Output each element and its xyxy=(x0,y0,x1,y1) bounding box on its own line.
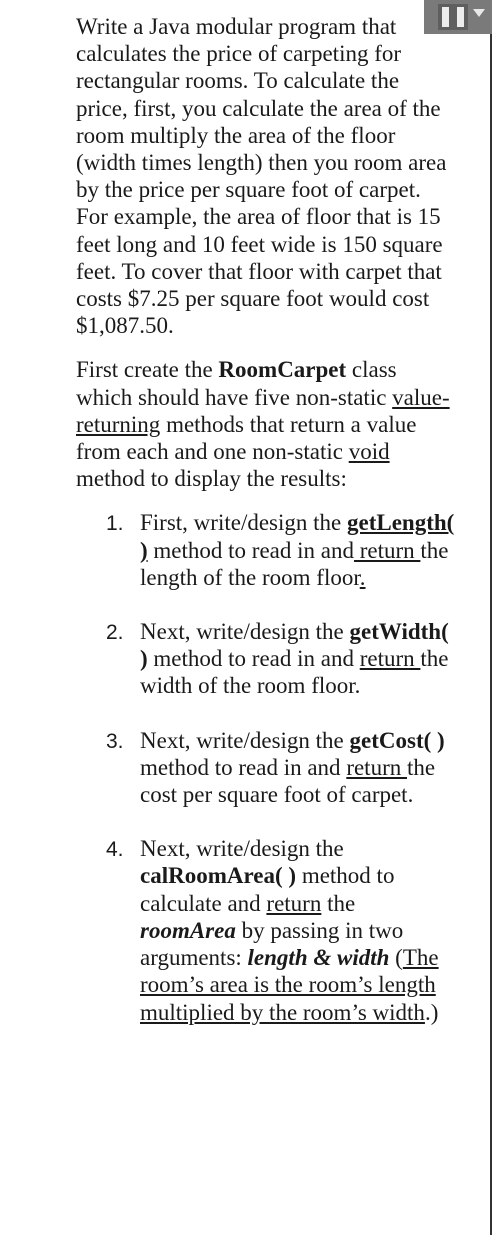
step-text: ( xyxy=(389,945,403,971)
step-text: by passing in two arguments: xyxy=(140,917,404,971)
user-menu-widget[interactable] xyxy=(424,0,492,34)
step-text: method to calculate and xyxy=(140,863,395,916)
step-text: .) xyxy=(424,999,439,1025)
method-name: getWidth( ) xyxy=(140,619,449,672)
room-area-term: roomArea xyxy=(140,917,236,943)
return-term: return xyxy=(266,890,322,916)
step-text: Next, write/design the xyxy=(140,727,350,753)
step-text: method to read in and xyxy=(147,646,360,672)
method-name: calRoomArea( ) xyxy=(140,863,297,889)
list-item-number: 2. xyxy=(106,621,124,645)
list-item-number: 4. xyxy=(106,838,124,862)
step-text: the cost per square foot of carpet. xyxy=(140,754,436,808)
return-term: return xyxy=(346,754,407,780)
steps-list xyxy=(76,509,456,1025)
step-text: Next, write/design the xyxy=(140,836,344,862)
class-paragraph-mid2: methods that return a value from each and one non-static xyxy=(76,411,417,465)
list-item xyxy=(106,835,456,1025)
step-text: method to read in and xyxy=(140,754,347,780)
method-name: getCost( ) xyxy=(349,727,445,753)
class-paragraph-mid1: class which should have five non-static xyxy=(76,357,397,410)
step-text: the width of the room floor. xyxy=(140,646,449,699)
step-text: the length of the room floor xyxy=(140,537,449,590)
area-note: The room’s area is the room’s length multiplied by the room’s width xyxy=(140,945,439,1025)
class-name: RoomCarpet xyxy=(218,357,347,383)
intro-paragraph xyxy=(76,13,456,339)
step-period: . xyxy=(359,564,366,590)
step-text: the xyxy=(321,890,356,916)
document-body xyxy=(76,13,456,1053)
class-paragraph-lead: First create the xyxy=(76,357,219,383)
class-paragraph xyxy=(76,356,456,492)
user-avatar-icon xyxy=(438,4,468,30)
intro-text: Write a Java modular program that calculates the price of carpeting for rectangular rooms. To calculate the price, first, you calculate the area of the room multiply the area of the floor (width times length) then you room area by the price per square foot of carpet. For example, the area of floor that is 15 feet long and 10 feet wide is 150 square feet. To cover that floor with carpet that costs $7.25 per square foot would cost $1,087.50. xyxy=(76,14,447,339)
void-term: void xyxy=(348,439,390,465)
list-item-number: 3. xyxy=(106,729,124,753)
chevron-down-icon xyxy=(472,8,486,18)
class-paragraph-tail: method to display the results: xyxy=(76,466,347,492)
step-text: Next, write/design the xyxy=(140,619,350,645)
list-item xyxy=(106,618,456,700)
method-name: getLength( ) xyxy=(140,510,455,563)
value-returning-term: value-returning xyxy=(76,384,450,437)
step-text: method to read in and xyxy=(147,537,354,563)
return-term: return xyxy=(359,646,421,672)
step-text: First, write/design the xyxy=(140,510,347,536)
list-item xyxy=(106,509,456,591)
arguments-term: length & width xyxy=(247,945,390,971)
return-term: return xyxy=(353,537,421,563)
list-item-number: 1. xyxy=(106,512,124,536)
list-item xyxy=(106,727,456,809)
